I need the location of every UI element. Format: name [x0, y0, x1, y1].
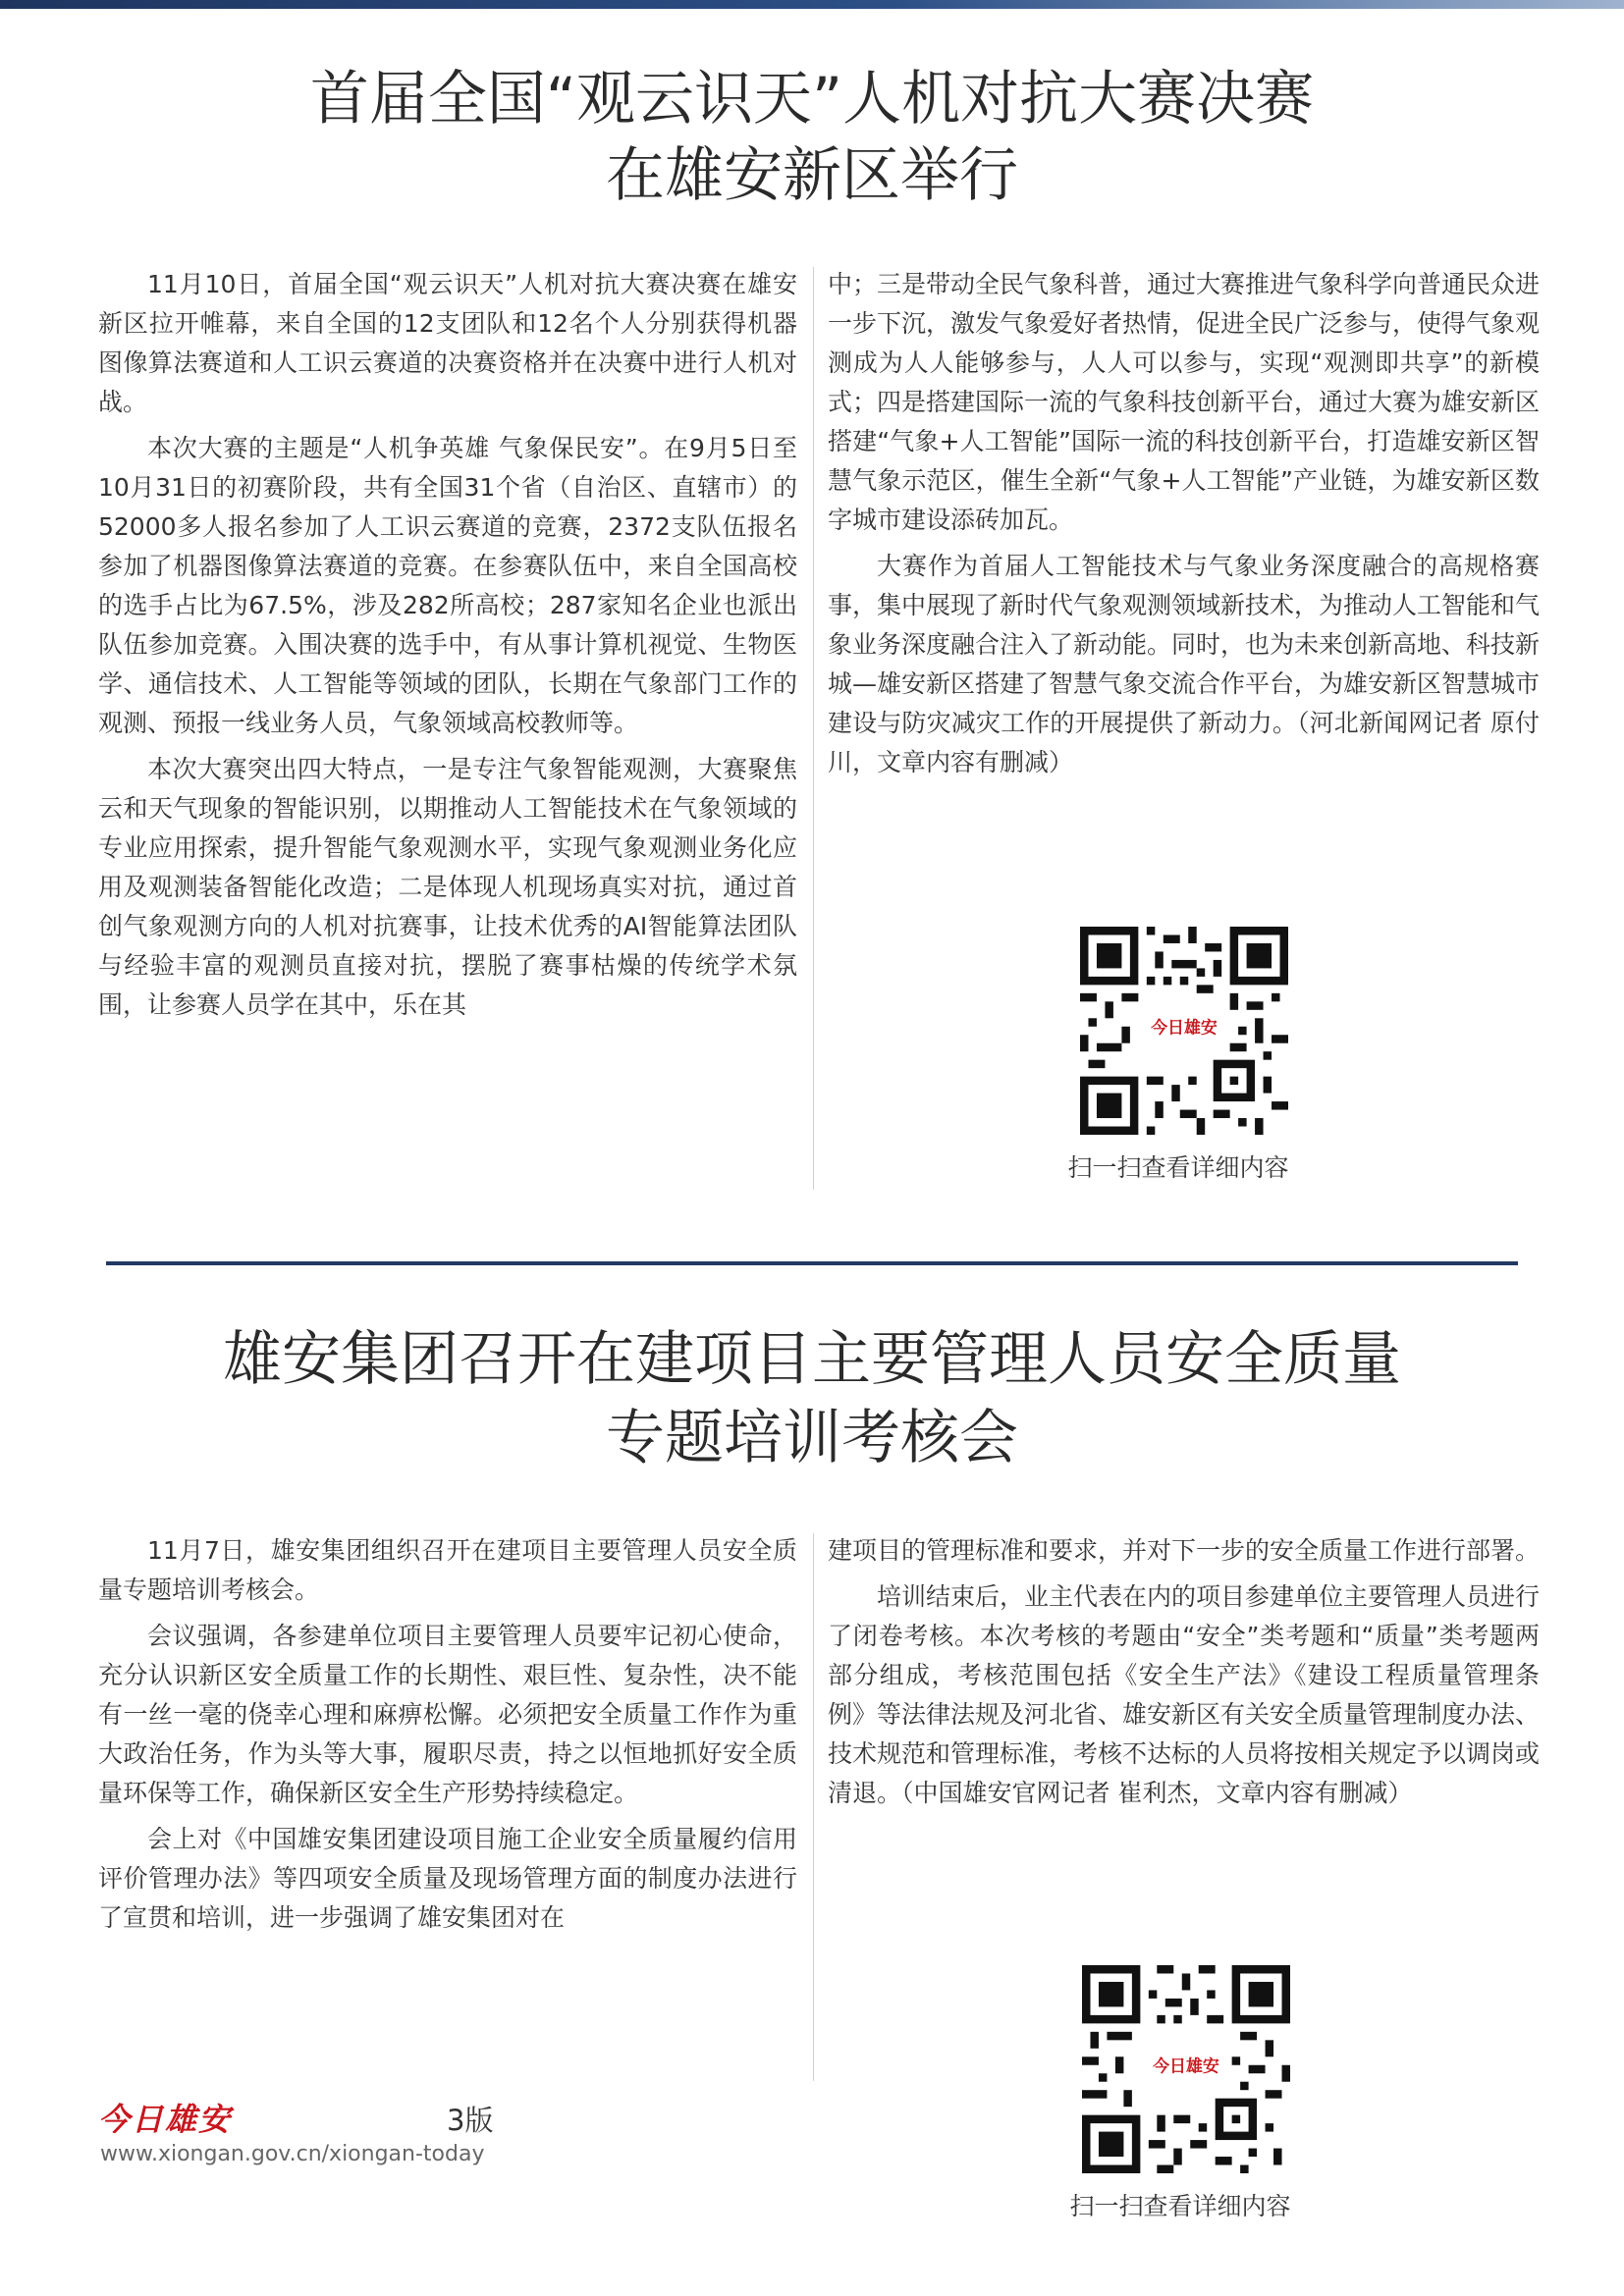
article1-paragraph: 大赛作为首届人工智能技术与气象业务深度融合的高规格赛事，集中展现了新时代气象观测领域新技术，为推动人工智能和气象业务深度融合注入了新动能。同时，也为未来创新高地、科技新城—雄安新区搭建了智慧气象交流合作平台，为雄安新区智慧城市建设与防灾减灾工作的开展提供了新动力。（河北新闻网记者 原付川，文章内容有删减）	[828, 552, 1541, 776]
article2-right-column	[828, 1531, 1540, 1820]
article1-paragraph: 11月10日，首届全国“观云识天”人机对抗大赛决赛在雄安新区拉开帷幕，来自全国的12支团队和12名个人分别获得机器图像算法赛道和人工识云赛道的决赛资格并在决赛中进行人机对战。	[98, 270, 797, 416]
article2-paragraph: 会上对《中国雄安集团建设项目施工企业安全质量履约信用评价管理办法》等四项安全质量及现场管理方面的制度办法进行了宣贯和培训，进一步强调了雄安集团对在	[98, 1825, 797, 1932]
article2-paragraph: 11月7日，雄安集团组织召开在建项目主要管理人员安全质量专题培训考核会。	[98, 1536, 797, 1604]
article1-paragraph: 本次大赛的主题是“人机争英雄 气象保民安”。在9月5日至10月31日的初赛阶段，共有全国31个省（自治区、直辖市）的52000多人报名参加了人工识云赛道的竞赛，2372支队伍报名参加了机器图像算法赛道的竞赛。在参赛队伍中，来自全国高校的选手占比为67.5%，涉及282所高校；287家知名企业也派出队伍参加竞赛。入围决赛的选手中，有从事计算机视觉、生物医学、通信技术、人工智能等领域的团队，长期在气象部门工作的观测、预报一线业务人员，气象领域高校教师等。	[98, 434, 797, 737]
article2-qr-logo: 今日雄安	[1153, 2056, 1219, 2076]
article1-paragraph: 本次大赛突出四大特点，一是专注气象智能观测，大赛聚焦云和天气现象的智能识别，以期推动人工智能技术在气象领域的专业应用探索，提升智能气象观测水平，实现气象观测业务化应用及观测装备智能化改造；二是体现人机现场真实对抗，通过首创气象观测方向的人机对抗赛事，让技术优秀的AI智能算法团队与经验丰富的观测员直接对抗，摆脱了赛事枯燥的传统学术氛围，让参赛人员学在其中，乐在其	[98, 755, 797, 1019]
article2-paragraph: 会议强调，各参建单位项目主要管理人员要牢记初心使命，充分认识新区安全质量工作的长期性、艰巨性、复杂性，决不能有一丝一毫的侥幸心理和麻痹松懈。必须把安全质量工作作为重大政治任务，作为头等大事，履职尽责，持之以恒地抓好安全质量环保等工作，确保新区安全生产形势持续稳定。	[98, 1622, 797, 1807]
article1-title-line: 首届全国“观云识天”人机对抗大赛决赛	[309, 65, 1315, 133]
article1-qr-code[interactable]	[1080, 927, 1288, 1135]
article2-qr-code[interactable]	[1082, 1965, 1290, 2173]
section-divider	[106, 1261, 1518, 1265]
top-accent-bar	[0, 0, 1624, 9]
article2-qr-caption: 扫一扫查看详细内容	[1069, 2192, 1291, 2220]
article1-column-divider	[813, 267, 814, 1190]
article1-right-column	[828, 265, 1540, 789]
article2-column-divider	[813, 1533, 814, 2081]
article2-paragraph: 培训结束后，业主代表在内的项目参建单位主要管理人员进行了闭卷考核。本次考核的考题由“安全”类考题和“质量”类考题两部分组成，考核范围包括《安全生产法》《建设工程质量管理条例》等法律法规及河北省、雄安新区有关安全质量管理制度办法、技术规范和管理标准，考核不达标的人员将按相关规定予以调岗或清退。（中国雄安官网记者 崔利杰，文章内容有删减）	[828, 1582, 1541, 1807]
article1-left-column	[98, 265, 797, 1032]
footer-url[interactable]: www.xiongan.gov.cn/xiongan-today	[100, 2142, 485, 2166]
article1-title	[0, 61, 1624, 214]
footer-logo: 今日雄安	[98, 2101, 233, 2138]
article2-left-column	[98, 1531, 797, 1945]
article1-title-line: 在雄安新区举行	[606, 141, 1018, 210]
article2-title	[0, 1320, 1624, 1477]
article2-title-line: 专题培训考核会	[606, 1404, 1018, 1472]
page-number: 3版	[447, 2104, 494, 2137]
article1-qr-logo: 今日雄安	[1151, 1017, 1218, 1038]
article2-paragraph: 建项目的管理标准和要求，并对下一步的安全质量工作进行部署。	[828, 1536, 1541, 1565]
article2-title-line: 雄安集团召开在建项目主要管理人员安全质量	[223, 1325, 1401, 1394]
article1-qr-caption: 扫一扫查看详细内容	[1067, 1153, 1289, 1182]
article1-paragraph: 中；三是带动全民气象科普，通过大赛推进气象科学向普通民众进一步下沉，激发气象爱好者热情，促进全民广泛参与，使得气象观测成为人人能够参与，人人可以参与，实现“观测即共享”的新模式；四是搭建国际一流的气象科技创新平台，通过大赛为雄安新区搭建“气象+人工智能”国际一流的科技创新平台，打造雄安新区智慧气象示范区，催生全新“气象+人工智能”产业链，为雄安新区数字城市建设添砖加瓦。	[828, 270, 1541, 534]
